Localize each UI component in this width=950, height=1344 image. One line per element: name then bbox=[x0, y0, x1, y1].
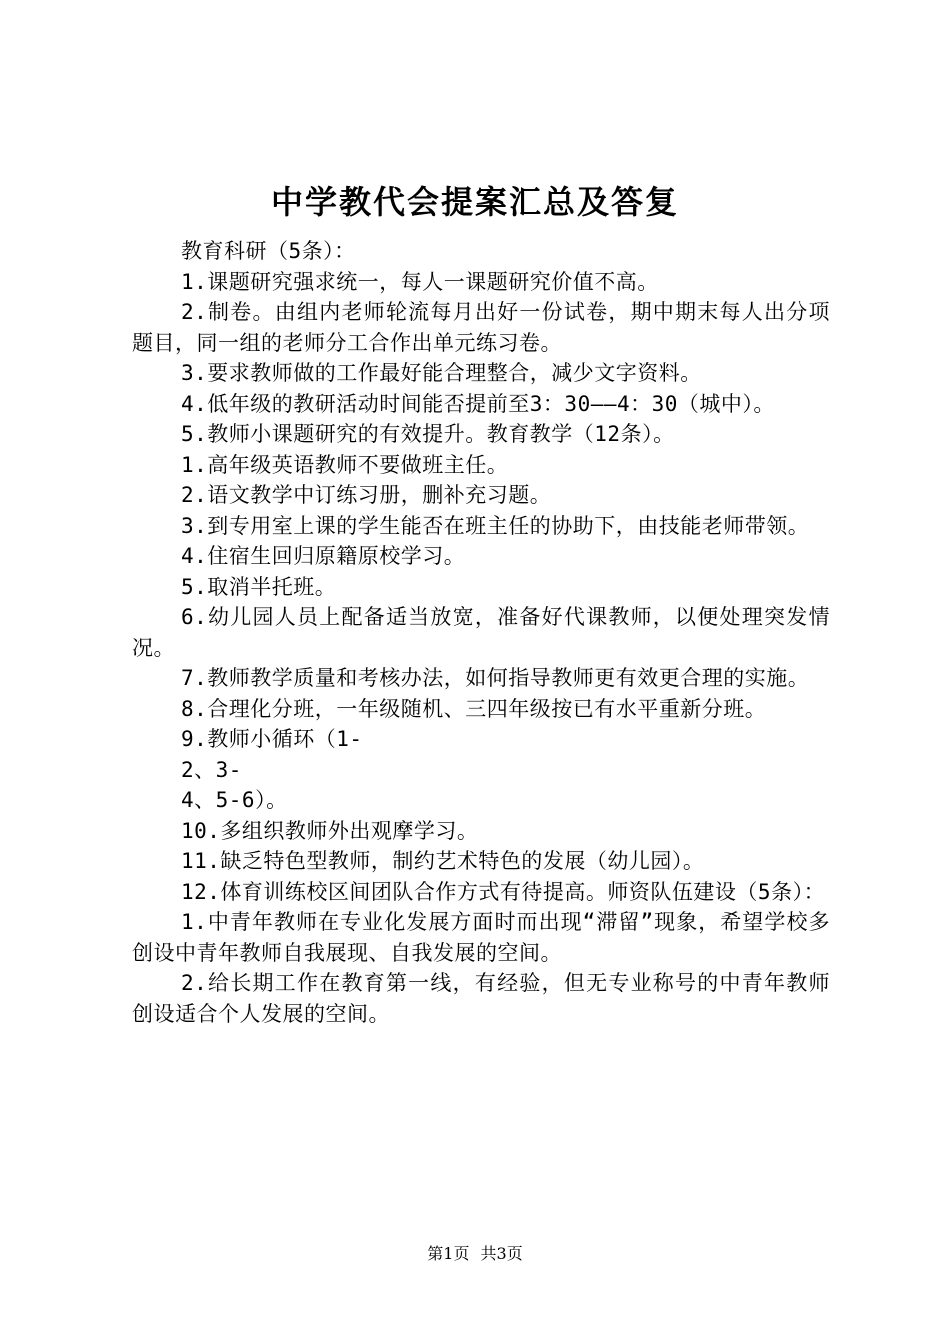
paragraph: 4、5-6）。 bbox=[181, 788, 288, 812]
page-footer bbox=[0, 1244, 950, 1264]
paragraph: 2、3- bbox=[181, 757, 242, 782]
paragraph: 5.取消半托班。 bbox=[181, 574, 337, 599]
document-body bbox=[132, 236, 830, 1029]
paragraph: 5.教师小课题研究的有效提升。教育教学（12条）。 bbox=[181, 422, 675, 446]
paragraph: 12.体育训练校区间团队合作方式有待提高。师资队伍建设（5条）： bbox=[181, 879, 826, 904]
page-number-total: 共3页 bbox=[480, 1244, 523, 1263]
page-number-current: 第1页 bbox=[427, 1244, 470, 1263]
paragraph: 1.中青年教师在专业化发展方面时而出现“滞留”现象，希望学校多创设中青年教师自我展现、自我发展的空间。 bbox=[132, 910, 830, 965]
paragraph: 2.给长期工作在教育第一线，有经验，但无专业称号的中青年教师创设适合个人发展的空间。 bbox=[132, 971, 830, 1026]
paragraph: 11.缺乏特色型教师，制约艺术特色的发展（幼儿园）。 bbox=[181, 849, 705, 873]
paragraph: 教育科研（5条）： bbox=[181, 239, 356, 263]
paragraph: 8.合理化分班，一年级随机、三四年级按已有水平重新分班。 bbox=[181, 696, 767, 721]
paragraph: 4.住宿生回归原籍原校学习。 bbox=[181, 544, 466, 568]
document-title: 中学教代会提案汇总及答复 bbox=[270, 183, 679, 221]
paragraph: 1.课题研究强求统一，每人一课题研究价值不高。 bbox=[181, 269, 659, 294]
paragraph: 2.语文教学中订练习册，删补充习题。 bbox=[181, 483, 552, 507]
paragraph: 7.教师教学质量和考核办法，如何指导教师更有效更合理的实施。 bbox=[181, 666, 810, 690]
paragraph: 10.多组织教师外出观摩学习。 bbox=[181, 818, 479, 843]
paragraph: 1.高年级英语教师不要做班主任。 bbox=[181, 452, 509, 477]
paragraph: 3.要求教师做的工作最好能合理整合，减少文字资料。 bbox=[181, 361, 702, 385]
paragraph: 4.低年级的教研活动时间能否提前至3：30——4：30（城中）。 bbox=[181, 391, 775, 416]
paragraph: 9.教师小循环（1- bbox=[181, 727, 363, 751]
paragraph: 6.幼儿园人员上配备适当放宽，准备好代课教师，以便处理突发情况。 bbox=[132, 605, 830, 660]
paragraph: 2.制卷。由组内老师轮流每月出好一份试卷，期中期末每人出分项题目，同一组的老师分工合作出单元练习卷。 bbox=[132, 300, 830, 355]
paragraph: 3.到专用室上课的学生能否在班主任的协助下，由技能老师带领。 bbox=[181, 513, 810, 538]
